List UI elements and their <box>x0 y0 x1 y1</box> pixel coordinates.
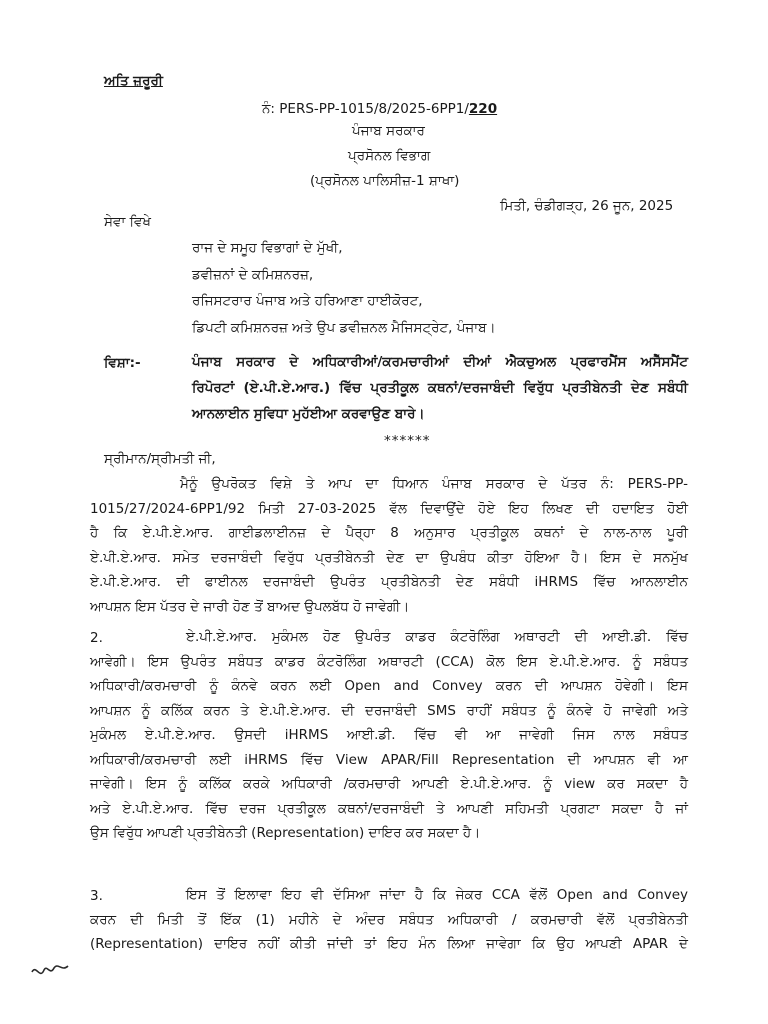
paragraph-line: ਆਵੇਗੀ। ਇਸ ਉਪਰੰਤ ਸਬੰਧਤ ਕਾਡਰ ਕੰਟਰੋਲਿੰਗ ਅਥਾਰਟੀ (CCA) ਕੋਲ ਇਸ ਏ.ਪੀ.ਏ.ਆਰ. ਨੂੰ ਸਬੰਧਤ <box>90 653 688 670</box>
subject-line: ਆਨਲਾਈਨ ਸੁਵਿਧਾ ਮੁਹੱਈਆ ਕਰਵਾਉਣ ਬਾਰੇ। <box>192 406 425 422</box>
paragraph-line: ਆਪਸ਼ਨ ਇਸ ਪੱਤਰ ਦੇ ਜਾਰੀ ਹੋਣ ਤੋਂ ਬਾਅਦ ਉਪਲਬੱਧ ਹੋ ਜਾਵੇਗੀ। <box>90 598 410 615</box>
paragraph-line: ਏ.ਪੀ.ਏ.ਆਰ. ਮੁਕੰਮਲ ਹੋਣ ਉਪਰੰਤ ਕਾਡਰ ਕੰਟਰੋਲਿੰਗ ਅਥਾਰਟੀ ਦੀ ਆਈ.ਡੀ. ਵਿੱਚ <box>186 629 688 645</box>
addressee-line: ਡਵੀਜ਼ਨਾਂ ਦੇ ਕਮਿਸ਼ਨਰਜ਼, <box>192 266 314 283</box>
paragraph-1 <box>90 472 688 619</box>
addressee-line: ਰਜਿਸਟਰਾਰ ਪੰਜਾਬ ਅਤੇ ਹਰਿਆਣਾ ਹਾਈਕੋਰਟ, <box>192 293 423 309</box>
paragraph-line: ਜਾਵੇਗੀ। ਇਸ ਨੂੰ ਕਲਿੱਕ ਕਰਕੇ ਅਧਿਕਾਰੀ /ਕਰਮਚਾਰੀ ਆਪਣੀ ਏ.ਪੀ.ਏ.ਆਰ. ਨੂੰ view ਕਰ ਸਕਦਾ ਹੈ <box>90 776 688 792</box>
paragraph-line: ਅਧਿਕਾਰੀ/ਕਰਮਚਾਰੀ ਲਈ iHRMS ਵਿੱਚ View APAR/Fill Representation ਦੀ ਆਪਸ਼ਨ ਵੀ ਆ <box>90 751 688 768</box>
paragraph-line: ਹੈ ਕਿ ਏ.ਪੀ.ਏ.ਆਰ. ਗਾਈਡਲਾਈਨਜ਼ ਦੇ ਪੈਰ੍ਹਾ 8 ਅਨੁਸਾਰ ਪ੍ਰਤੀਕੂਲ ਕਥਨਾਂ ਦੇ ਨਾਲ-ਨਾਲ ਪੂਰੀ <box>90 525 688 541</box>
addressee-line: ਰਾਜ ਦੇ ਸਮੂਹ ਵਿਭਾਗਾਂ ਦੇ ਮੁੱਖੀ, <box>192 240 343 256</box>
paragraph-line: (Representation) ਦਾਇਰ ਨਹੀਂ ਕੀਤੀ ਜਾਂਦੀ ਤਾਂ ਇਹ ਮੰਨ ਲਿਆ ਜਾਵੇਗਾ ਕਿ ਉਹ ਆਪਣੀ APAR ਦੇ <box>90 936 688 952</box>
department-name: ਪ੍ਰਸੋਨਲ ਵਿਭਾਗ <box>348 148 431 164</box>
branch-name: (ਪ੍ਰਸੋਨਲ ਪਾਲਿਸੀਜ਼-1 ਸ਼ਾਖਾ) <box>310 173 460 189</box>
paragraph-3-number: 3. <box>90 888 103 904</box>
reference-prefix: ਨੰ: PERS-PP-1015/8/2025-6PP1/ <box>262 101 469 117</box>
paragraph-line: ਉਸ ਵਿਰੁੱਧ ਆਪਣੀ ਪ੍ਰਤੀਬੇਨਤੀ (Representation) ਦਾਇਰ ਕਰ ਸਕਦਾ ਹੈ। <box>90 825 481 841</box>
addressee-line: ਡਿਪਟੀ ਕਮਿਸ਼ਨਰਜ਼ ਅਤੇ ਉਪ ਡਵੀਜ਼ਨਲ ਮੈਜਿਸਟ੍ਰੇਟ, ਪੰਜਾਬ। <box>192 319 496 336</box>
subject-line: ਪੰਜਾਬ ਸਰਕਾਰ ਦੇ ਅਧਿਕਾਰੀਆਂ/ਕਰਮਚਾਰੀਆਂ ਦੀਆਂ ਐਕਚੁਅਲ ਪ੍ਰਫਾਰਮੈਂਸ ਅਸੈੱਸਮੈਂਟ <box>192 354 688 370</box>
subject-label: ਵਿਸ਼ਾ:- <box>104 355 141 371</box>
letter-date: ਮਿਤੀ, ਚੰਡੀਗੜ੍ਹ, 26 ਜੂਨ, 2025 <box>500 198 674 214</box>
paragraph-line: ਇਸ ਤੋਂ ਇਲਾਵਾ ਇਹ ਵੀ ਦੱਸਿਆ ਜਾਂਦਾ ਹੈ ਕਿ ਜੇਕਰ CCA ਵੱਲੋਂ Open and Convey <box>186 887 688 903</box>
paragraph-line: 1015/27/2024-6PP1/92 ਮਿਤੀ 27-03-2025 ਵੱਲ ਦਿਵਾਉਂਦੇ ਹੋਏ ਇਹ ਲਿਖਣ ਦੀ ਹਦਾਇਤ ਹੋਈ <box>90 500 688 517</box>
paragraph-line: ਕਰਨ ਦੀ ਮਿਤੀ ਤੋਂ ਇੱਕ (1) ਮਹੀਨੇ ਦੇ ਅੰਦਰ ਸਬੰਧਤ ਅਧਿਕਾਰੀ / ਕਰਮਚਾਰੀ ਵੱਲੋਂ ਪ੍ਰਤੀਬੇਨਤੀ <box>90 911 688 928</box>
paragraph-2 <box>90 625 688 846</box>
paragraph-line: ਮੈਨੂੰ ਉਪਰੋਕਤ ਵਿਸ਼ੇ ਤੇ ਆਪ ਦਾ ਧਿਆਨ ਪੰਜਾਬ ਸਰਕਾਰ ਦੇ ਪੱਤਰ ਨੰ: PERS-PP- <box>180 476 688 492</box>
subject-line: ਰਿਪੋਰਟਾਂ (ਏ.ਪੀ.ਏ.ਆਰ.) ਵਿੱਚ ਪ੍ਰਤੀਕੂਲ ਕਥਨਾਂ/ਦਰਜਾਬੰਦੀ ਵਿਰੁੱਧ ਪ੍ਰਤੀਬੇਨਤੀ ਦੇਣ ਸਬੰਧੀ <box>192 380 688 396</box>
subject-text <box>192 349 688 427</box>
initials-mark <box>28 958 72 982</box>
govt-name: ਪੰਜਾਬ ਸਰਕਾਰ <box>352 123 425 139</box>
paragraph-3 <box>90 883 688 957</box>
paragraph-2-number: 2. <box>90 630 103 646</box>
seva-vikhe-label: ਸੇਵਾ ਵਿਖੇ <box>104 214 151 230</box>
reference-dispatch-number: 220 <box>468 101 498 117</box>
reference-number <box>262 100 497 118</box>
paragraph-line: ਏ.ਪੀ.ਏ.ਆਰ. ਸਮੇਤ ਦਰਜਾਬੰਦੀ ਵਿਰੁੱਧ ਪ੍ਰਤੀਬੇਨਤੀ ਦੇਣ ਦਾ ਉਪਬੰਧ ਕੀਤਾ ਹੋਇਆ ਹੈ। ਇਸ ਦੇ ਸਨਮੁੱਖ <box>90 549 688 566</box>
addressee-list <box>192 235 496 341</box>
paragraph-line: ਆਪਸ਼ਨ ਨੂੰ ਕਲਿੱਕ ਕਰਨ ਤੇ ਏ.ਪੀ.ਏ.ਆਰ. ਦੀ ਦਰਜਾਬੰਦੀ SMS ਰਾਹੀਂ ਸਬੰਧਤ ਨੂੰ ਕੰਨਵੇ ਹੋ ਜਾਵੇਗੀ ਅਤੇ <box>90 702 688 719</box>
paragraph-line: ਏ.ਪੀ.ਏ.ਆਰ. ਦੀ ਫਾਈਨਲ ਦਰਜਾਬੰਦੀ ਉਪਰੰਤ ਪ੍ਰਤੀਬੇਨਤੀ ਦੇਣ ਸਬੰਧੀ iHRMS ਵਿੱਚ ਆਨਲਾਈਨ <box>90 574 688 590</box>
paragraph-line: ਮੁਕੰਮਲ ਏ.ਪੀ.ਏ.ਆਰ. ਉਸਦੀ iHRMS ਆਈ.ਡੀ. ਵਿੱਚ ਵੀ ਆ ਜਾਵੇਗੀ ਜਿਸ ਨਾਲ ਸਬੰਧਤ <box>90 727 688 743</box>
separator: ****** <box>384 433 431 449</box>
paragraph-line: ਅਤੇ ਏ.ਪੀ.ਏ.ਆਰ. ਵਿੱਚ ਦਰਜ ਪ੍ਰਤੀਕੂਲ ਕਥਨਾਂ/ਦਰਜਾਬੰਦੀ ਤੇ ਆਪਣੀ ਸਹਿਮਤੀ ਪ੍ਰਗਟਾ ਸਕਦਾ ਹੈ ਜਾਂ <box>90 800 688 817</box>
salutation: ਸ੍ਰੀਮਾਨ/ਸ੍ਰੀਮਤੀ ਜੀ, <box>104 451 216 467</box>
urgent-marking: ਅਤਿ ਜ਼ਰੂਰੀ <box>104 73 163 89</box>
paragraph-line: ਅਧਿਕਾਰੀ/ਕਰਮਚਾਰੀ ਨੂੰ ਕੰਨਵੇ ਕਰਨ ਲਈ Open and Convey ਕਰਨ ਦੀ ਆਪਸ਼ਨ ਹੋਵੇਗੀ। ਇਸ <box>90 678 688 694</box>
